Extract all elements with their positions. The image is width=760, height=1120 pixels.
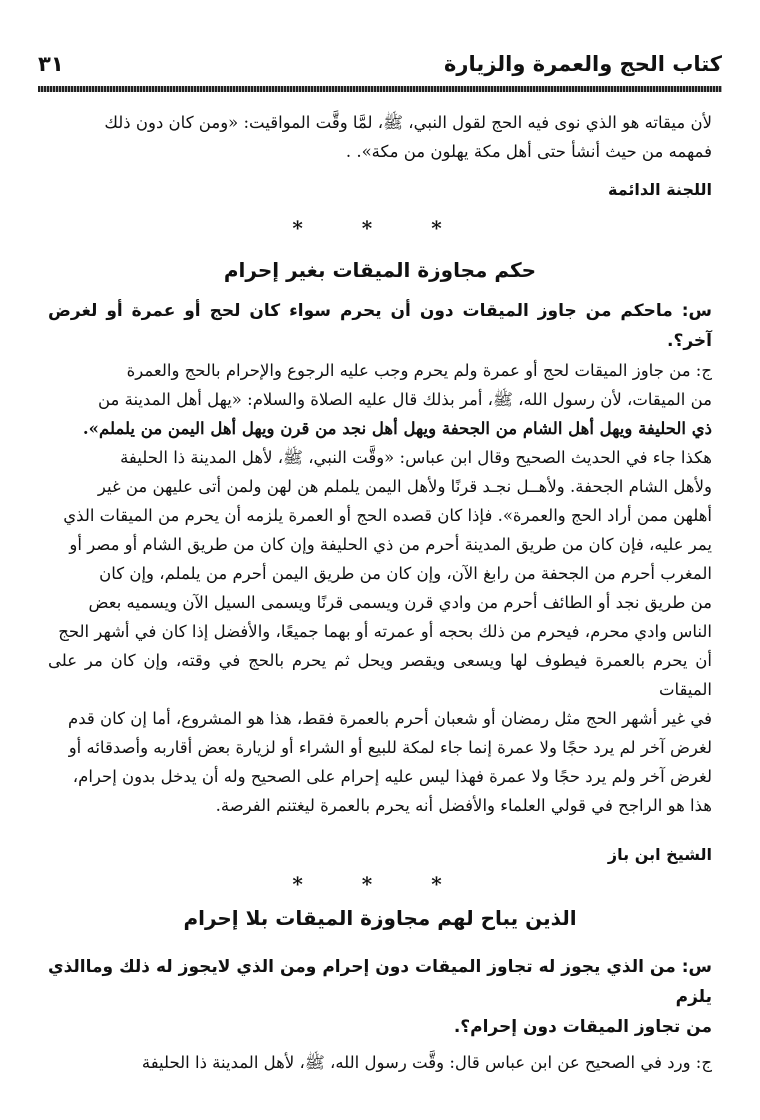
answer-line: ج: ورد في الصحيح عن ابن عباس قال: وقَّت رسول الله، ﷺ، لأهل المدينة ذا الحليفة [141,1053,712,1072]
signature-committee: اللجنة الدائمة [607,180,712,199]
intro-paragraph [48,108,712,166]
answer-line: لغرض آخر لم يرد حجًا ولا عمرة إنما جاء لمكة للبيع أو الشراء أو لزيارة بعض أقاربه وأصدقائه أو [68,738,712,757]
answer-line: المغرب أحرم من الجحفة من رابغ الآن، وإن كان من طريق اليمن أحرم من يلملم، وإن كان [99,564,712,583]
header-divider [38,86,722,92]
answer-line: في غير أشهر الحج مثل رمضان أو شعبان أحرم بالعمرة فقط، هذا هو المشروع، أما إن كان قدم [68,709,712,728]
page-header [38,48,722,84]
signature-sheikh: الشيخ ابن باز [607,845,712,864]
question-line: س: من الذي يجوز له تجاوز الميقات دون إحرام ومن الذي لايجوز له ذلك وماالذي يلزم [48,957,712,1007]
answer-line: هكذا جاء في الحديث الصحيح وقال ابن عباس: «وقَّت النبي، ﷺ، لأهل المدينة ذا الحليفة [120,448,712,467]
answer-line: لغرض آخر ولم يرد حجًا ولا عمرة فهذا ليس عليه إحرام على الصحيح وله أن يدخل بدون إحرام، [72,767,712,786]
answer-line: الناس وادي محرم، فيحرم من ذلك بحجه أو عمرته أو بهما جميعًا، والأفضل إذا كان في أشهر الحج [58,622,712,641]
answer-line: من الميقات، لأن رسول الله، ﷺ، أمر بذلك قال عليه الصلاة والسلام: «يهل أهل المدينة من [97,390,712,409]
answer-line: ج: من جاوز الميقات لحج أو عمرة ولم يحرم وجب عليه الرجوع والإحرام بالحج والعمرة [126,361,712,380]
answer-line: أهلهن ممن أراد الحج والعمرة». فإذا كان قصده الحج أو العمرة يلزمه أن يحرم من الميقات الذي [63,506,712,525]
answer-line: هذا هو الراجح في قولي العلماء والأفضل أنه يحرم بالعمرة ليغتنم الفرصة. [215,796,712,815]
answer-line: من طريق نجد أو الطائف أحرم من وادي قرن ويسمى قرنًا ويسمى السيل الآن ويسميه بعض [88,593,712,612]
fatwa-body [48,296,712,820]
section-separator: * * * [292,216,468,240]
section-separator: * * * [292,872,468,896]
question-line: من تجاوز الميقات دون إحرام؟. [453,1017,712,1037]
section-title: الذين يباح لهم مجاوزة الميقات بلا إحرام [183,906,577,930]
section-title: حكم مجاوزة الميقات بغير إحرام [223,258,537,282]
paragraph-line: لأن ميقاته هو الذي نوى فيه الحج لقول النبي، ﷺ، لمَّا وقَّت المواقيت: «ومن كان دون ذلك [104,113,712,132]
answer-text [48,356,712,820]
question-block [48,952,712,1077]
paragraph-line: فمهمه من حيث أنشأ حتى أهل مكة يهلون من مكة». . [345,142,712,161]
answer-line: ولأهل الشام الجحفة. ولأهــل نجـد قرنًا ولأهل اليمن يلملم هن لهن ولمن أتى عليهن من غير [97,477,712,496]
answer-line: أن يحرم بالعمرة فيطوف لها ويسعى ويقصر ويحل ثم يحرم بالحج في وقته، وإن كان مر على الميقات [48,651,712,699]
page-number: ٣١ [38,52,64,76]
question-text: س: ماحكم من جاوز الميقات دون أن يحرم سواء كان لحج أو عمرة أو لغرض آخر؟. [48,301,712,351]
answer-line: يمر عليه، فإن كان من طريق المدينة أحرم من ذي الحليفة وإن كان من طريق الشام أو مصر أو [69,535,712,554]
answer-line: ذي الحليفة ويهل أهل الشام من الجحفة ويهل أهل نجد من قرن ويهل أهل اليمن من يلملم». [82,419,712,438]
book-title: كتاب الحج والعمرة والزيارة [443,52,722,76]
